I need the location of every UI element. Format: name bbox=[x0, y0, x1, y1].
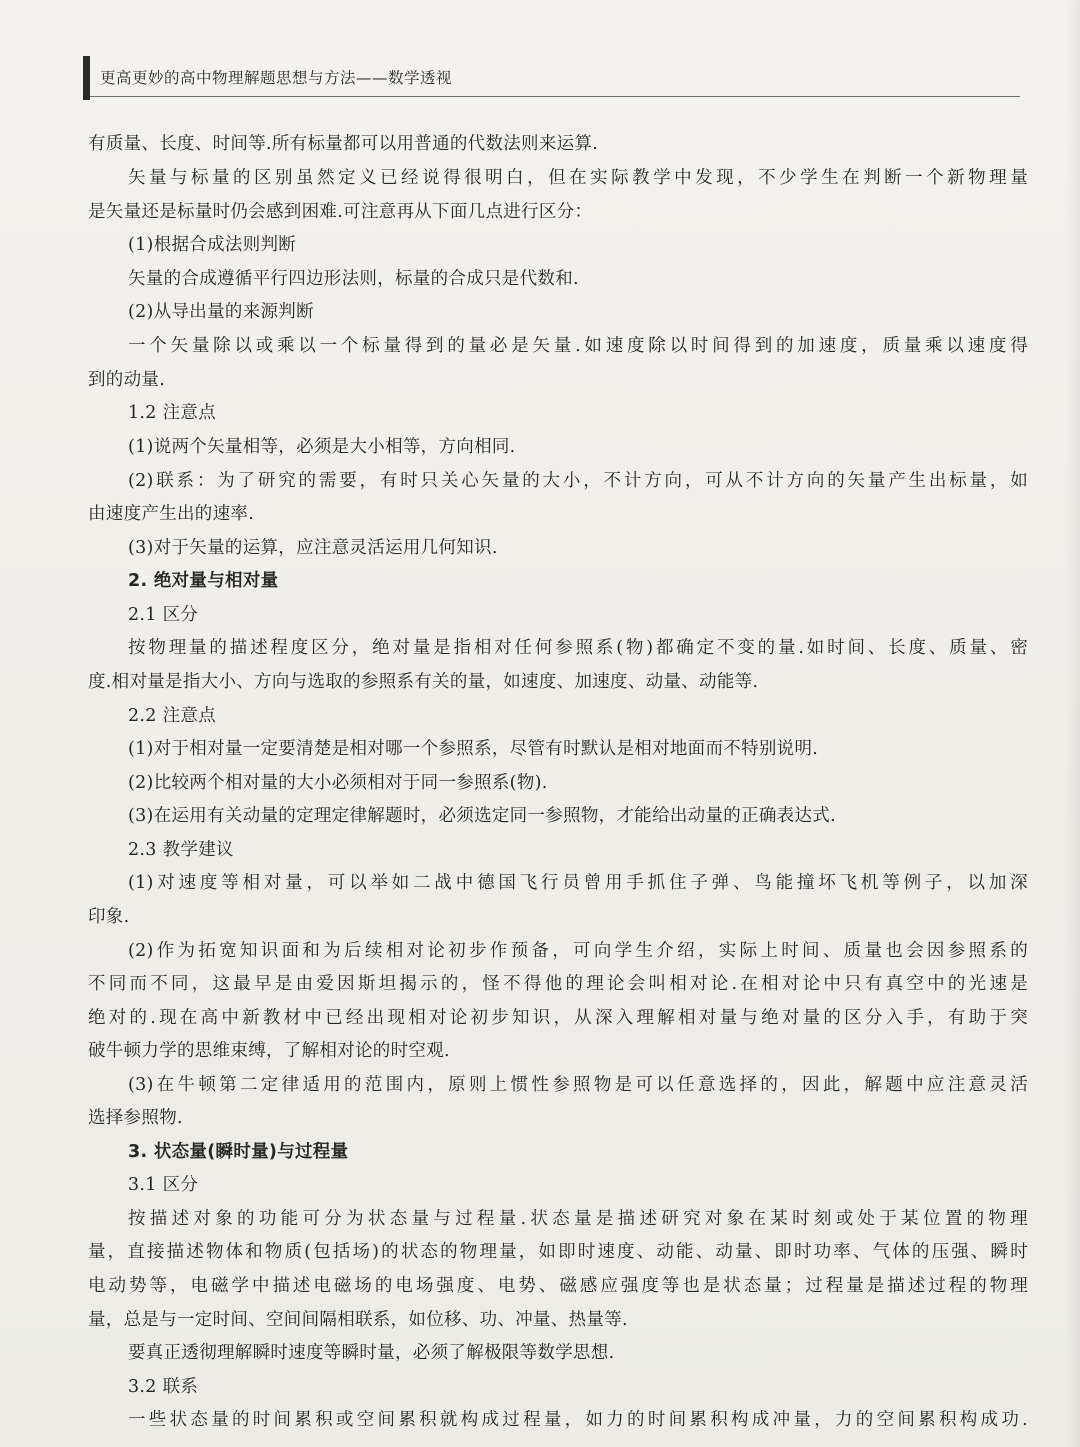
paragraph-line: 按物理量的描述程度区分，绝对量是指相对任何参照系(物)都确定不变的量.如时间、长度、质量、密 bbox=[128, 638, 1028, 658]
header-bar bbox=[83, 56, 90, 100]
subsection-heading: 3.2 联系 bbox=[128, 1377, 199, 1397]
text-line: 量，总是与一定时间、空间间隔相联系，如位移、功、冲量、热量等. bbox=[88, 1310, 628, 1330]
list-item: (1)对速度等相对量，可以举如二战中德国飞行员曾用手抓住子弹、鸟能撞坏飞机等例子，以加深 bbox=[128, 873, 1028, 893]
list-item: (1)根据合成法则判断 bbox=[128, 235, 297, 255]
running-header-title: 更高更妙的高中物理解题思想与方法——数学透视 bbox=[100, 69, 453, 87]
list-item: (2)联系：为了研究的需要，有时只关心矢量的大小，不计方向，可从不计方向的矢量产生出标量，如 bbox=[128, 471, 1028, 491]
subsection-heading: 2.3 教学建议 bbox=[128, 840, 234, 860]
page-edge-shadow bbox=[1066, 0, 1080, 1447]
header-rule bbox=[90, 96, 1020, 97]
paragraph-line: 一些状态量的时间累积或空间累积就构成过程量，如力的时间累积构成冲量，力的空间累积构成功. bbox=[128, 1410, 1028, 1430]
subsection-heading: 2.1 区分 bbox=[128, 605, 199, 625]
list-item: (2)从导出量的来源判断 bbox=[128, 302, 314, 322]
paragraph-line: 要真正透彻理解瞬时速度等瞬时量，必须了解极限等数学思想. bbox=[128, 1343, 615, 1363]
text-line: 是矢量还是标量时仍会感到困难.可注意再从下面几点进行区分： bbox=[88, 202, 593, 222]
paragraph-line: 矢量与标量的区别虽然定义已经说得很明白，但在实际教学中发现，不少学生在判断一个新物理量 bbox=[128, 168, 1028, 188]
section-heading: 2. 绝对量与相对量 bbox=[128, 571, 279, 591]
text-line: 度.相对量是指大小、方向与选取的参照系有关的量，如速度、加速度、动量、动能等. bbox=[88, 672, 759, 692]
paragraph-line: 一个矢量除以或乘以一个标量得到的量必是矢量.如速度除以时间得到的加速度，质量乘以速度得 bbox=[128, 336, 1028, 356]
list-item: (3)在运用有关动量的定理定律解题时，必须选定同一参照物，才能给出动量的正确表达式. bbox=[128, 806, 836, 826]
text-line: 由速度产生出的速率. bbox=[88, 504, 255, 524]
text-line: 选择参照物. bbox=[88, 1108, 183, 1128]
section-heading: 3. 状态量(瞬时量)与过程量 bbox=[128, 1142, 349, 1162]
paragraph-line: 矢量的合成遵循平行四边形法则，标量的合成只是代数和. bbox=[128, 269, 579, 289]
list-item: (3)在牛顿第二定律适用的范围内，原则上惯性参照物是可以任意选择的，因此，解题中应注意灵活 bbox=[128, 1075, 1028, 1095]
list-item: (2)比较两个相对量的大小必须相对于同一参照系(物). bbox=[128, 773, 548, 793]
subsection-heading: 2.2 注意点 bbox=[128, 706, 216, 726]
text-line: 有质量、长度、时间等.所有标量都可以用普通的代数法则来运算. bbox=[88, 134, 599, 154]
text-line: 破牛顿力学的思维束缚，了解相对论的时空观. bbox=[88, 1041, 450, 1061]
list-item: (1)说两个矢量相等，必须是大小相等，方向相同. bbox=[128, 437, 516, 457]
subsection-heading: 3.1 区分 bbox=[128, 1175, 199, 1195]
list-item: (1)对于相对量一定要清楚是相对哪一个参照系，尽管有时默认是相对地面而不特别说明. bbox=[128, 739, 819, 759]
text-line: 到的动量. bbox=[88, 370, 166, 390]
list-item: (2)作为拓宽知识面和为后续相对论初步作预备，可向学生介绍，实际上时间、质量也会因参照系的 bbox=[128, 941, 1028, 961]
list-item: (3)对于矢量的运算，应注意灵活运用几何知识. bbox=[128, 538, 498, 558]
text-line: 绝对的.现在高中新教材中已经出现相对论初步知识，从深入理解相对量与绝对量的区分入手，有助于突 bbox=[88, 1008, 1028, 1028]
paragraph-line: 按描述对象的功能可分为状态量与过程量.状态量是描述研究对象在某时刻或处于某位置的物理 bbox=[128, 1209, 1028, 1229]
text-line: 量，直接描述物体和物质(包括场)的状态的物理量，如即时速度、动能、动量、即时功率、气体的压强、瞬时 bbox=[88, 1242, 1028, 1262]
text-line: 不同而不同，这最早是由爱因斯坦揭示的，怪不得他的理论会叫相对论.在相对论中只有真空中的光速是 bbox=[88, 974, 1028, 994]
subsection-heading: 1.2 注意点 bbox=[128, 403, 216, 423]
text-line: 电动势等，电磁学中描述电磁场的电场强度、电势、磁感应强度等也是状态量；过程量是描述过程的物理 bbox=[88, 1276, 1028, 1296]
text-line: 印象. bbox=[88, 907, 130, 927]
